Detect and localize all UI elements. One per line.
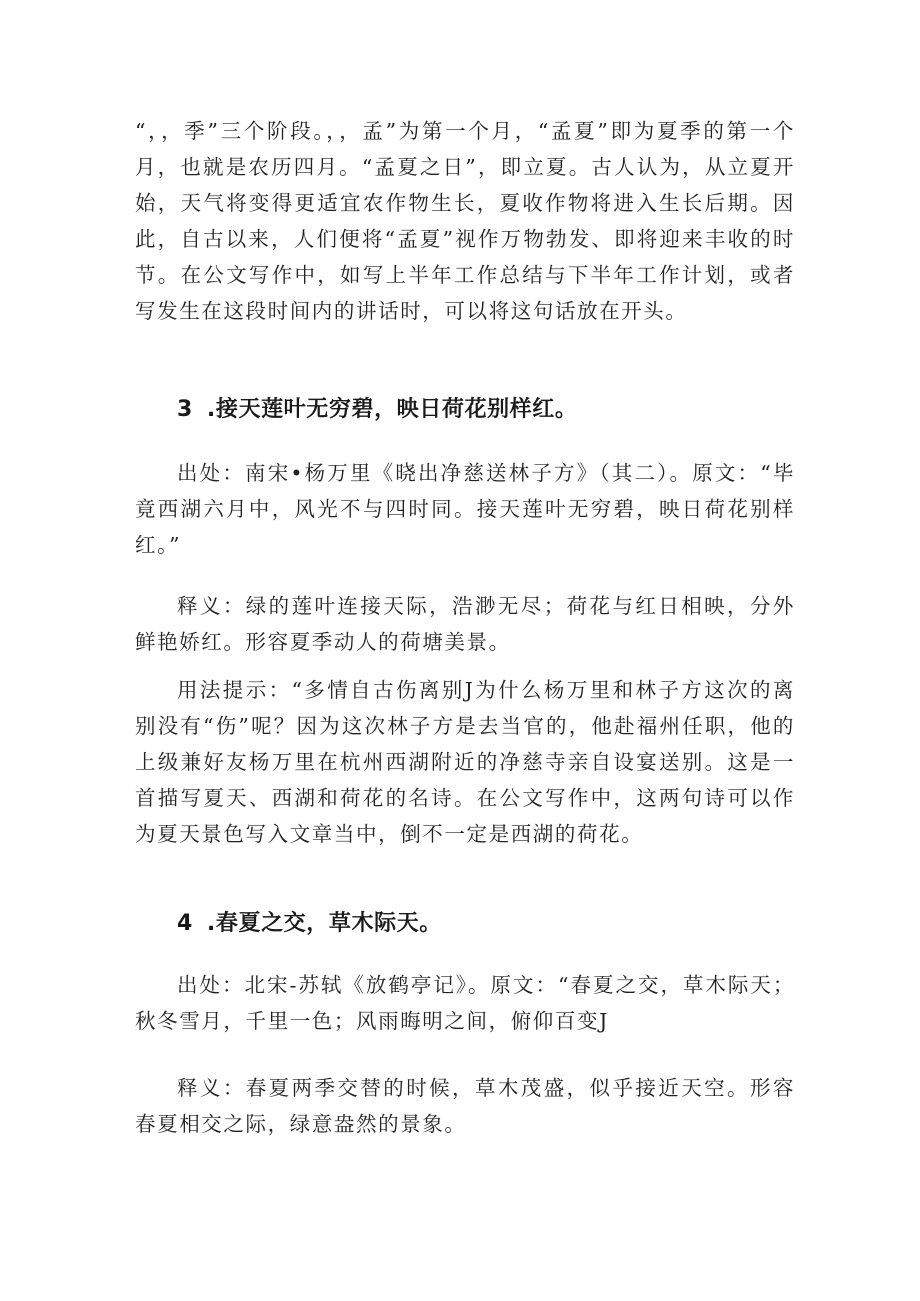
- section-3-usage: 用法提示：“多情自古伤离别J为什么杨万里和林子方这次的离别没有“伤”呢？因为这次林子方是去当官的，他赴福州任职，他的上级兼好友杨万里在杭州西湖附近的净慈寺亲自设宴送别。这是一首描写夏天、西湖和荷花的名诗。在公文写作中，这两句诗可以作为夏天景色写入文章当中，倒不一定是西湖的荷花。: [135, 678, 795, 846]
- section-3-source: 出处：南宋•杨万里《晓出净慈送林子方》（其二）。原文：“毕竟西湖六月中，风光不与四时同。接天莲叶无穷碧，映日荷花别样红。”: [135, 461, 795, 557]
- section-3-number: 3: [177, 397, 193, 422]
- section-3-title: .接天莲叶无穷碧，映日荷花别样红。: [206, 397, 578, 422]
- section-4-meaning: 释义：春夏两季交替的时候，草木茂盛，似乎接近天空。形容春夏相交之际，绿意盎然的景象。: [135, 1076, 795, 1136]
- intro-paragraph: “，，季”三个阶段。，，孟”为第一个月，“孟夏”即为夏季的第一个月，也就是农历四月。“孟夏之日”，即立夏。古人认为，从立夏开始，天气将变得更适宜农作物生长，夏收作物将进入生长后期。因此，自古以来，人们便将“孟夏”视作万物勃发、即将迎来丰收的时节。在公文写作中，如写上半年工作总结与下半年工作计划，或者写发生在这段时间内的讲话时，可以将这句话放在开头。: [135, 119, 795, 323]
- section-4-heading: [177, 906, 442, 937]
- section-4-title: .春夏之交，草木际天。: [206, 911, 442, 936]
- section-4-number: 4: [177, 911, 193, 936]
- section-4-source: 出处：北宋-苏轼《放鹤亭记》。原文：“春夏之交，草木际天；秋冬雪月，千里一色；风雨晦明之间，俯仰百变J: [135, 973, 795, 1033]
- section-3-heading: [177, 392, 577, 423]
- section-3-meaning: 释义：绿的莲叶连接天际，浩渺无尽；荷花与红日相映，分外鲜艳娇红。形容夏季动人的荷塘美景。: [135, 594, 795, 654]
